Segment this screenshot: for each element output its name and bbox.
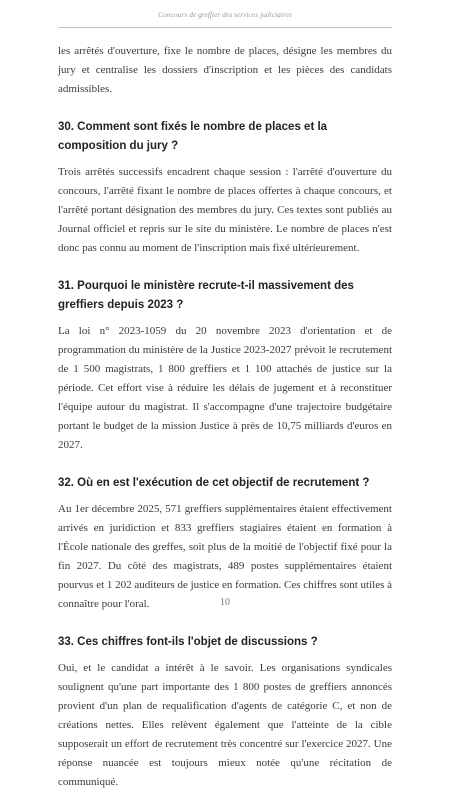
section-body-33: Oui, et le candidat a intérêt à le savoir. Les organisations syndicales soulignent qu'une part importante des 1 800 postes de greffiers annoncés provient d'un plan de requalification d'agents de catégorie C, et non de créations nettes. Elles relèvent également que l'atteinte de la cible supposerait un effort de recrutement très concentré sur l'exercice 2027. Une réponse nuancée est toujours mieux notée qu'une récitation de communiqué. xyxy=(58,662,392,788)
intro-paragraph: les arrêtés d'ouverture, fixe le nombre de places, désigne les membres du jury et centralise les dossiers d'inscription et les pièces des candidats admissibles. xyxy=(58,45,392,95)
page-body xyxy=(58,42,392,792)
header-divider xyxy=(58,27,392,28)
section-heading-30: 30. Comment sont fixés le nombre de places et la composition du jury ? xyxy=(58,121,328,152)
section-body-31: La loi n° 2023-1059 du 20 novembre 2023 d'orientation et de programmation du ministère de la Justice 2023-2027 prévoit le recrutement de 1 500 magistrats, 1 800 greffiers et 1 100 attachés de justice sur la période. Cet effort vise à réduire les délais de jugement et à reconstituer l'équipe autour du magistrat. Il s'accompagne d'une trajectoire budgétaire portant le budget de la mission Justice à près de 10,75 milliards d'euros en 2027. xyxy=(58,325,392,451)
section-body-30: Trois arrêtés successifs encadrent chaque session : l'arrêté d'ouverture du concours, l'arrêté fixant le nombre de places offertes à chaque concours, et l'arrêté portant désignation des membres du jury. Ces textes sont publiés au Journal officiel et repris sur le site du ministère. Le nombre de places n'est donc pas connu au moment de l'inscription mais fixé ultérieurement. xyxy=(58,166,392,254)
section-heading-32: 32. Où en est l'exécution de cet objectif de recrutement ? xyxy=(58,477,370,489)
page-number: 10 xyxy=(220,597,230,608)
section-heading-33: 33. Ces chiffres font-ils l'objet de discussions ? xyxy=(58,636,318,648)
section-body-32: Au 1er décembre 2025, 571 greffiers supplémentaires étaient effectivement arrivés en juridiction et 833 greffiers stagiaires étaient en formation à l'École nationale des greffes, soit plus de la moitié de l'objectif fixé pour la fin 2027. Du côté des magistrats, 489 postes supplémentaires étaient pourvus et 1 202 auditeurs de justice en formation. Ces chiffres sont utiles à connaître pour l'oral. xyxy=(58,503,393,610)
section-heading-31: 31. Pourquoi le ministère recrute-t-il massivement des greffiers depuis 2023 ? xyxy=(58,280,354,311)
running-header: Concours de greffier des services judiciaires xyxy=(158,10,292,19)
